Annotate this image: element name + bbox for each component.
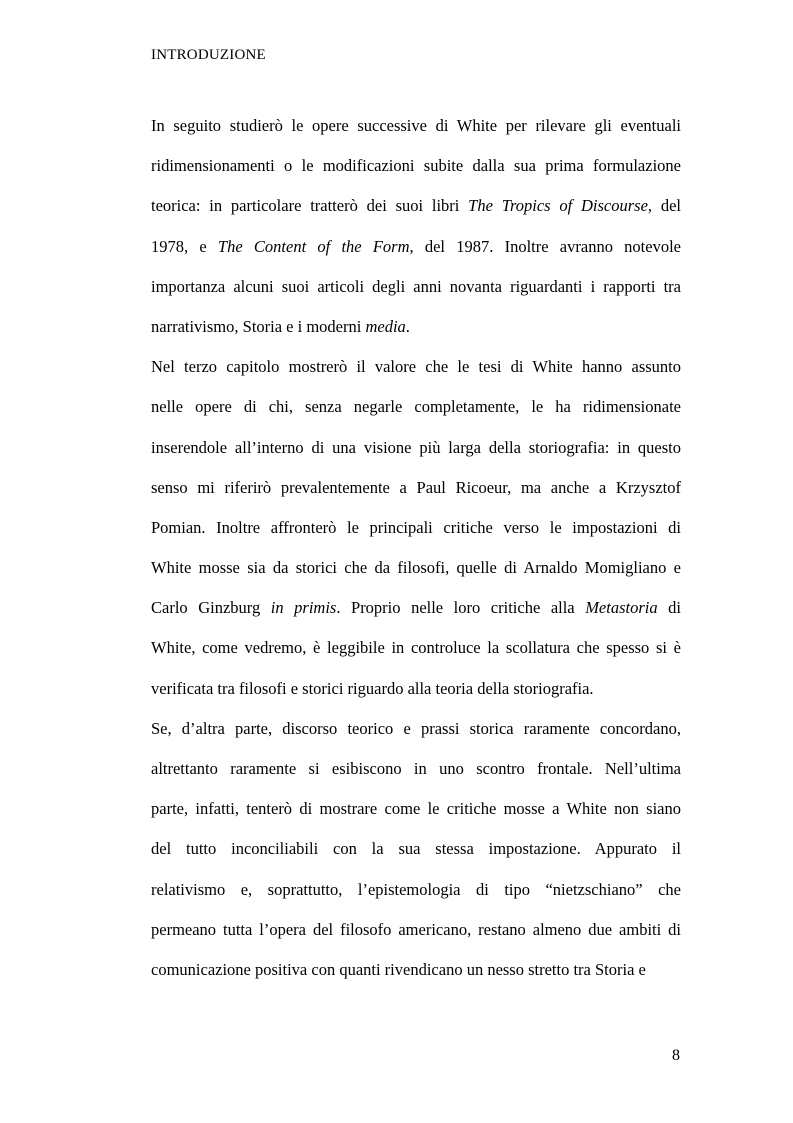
text-line: White mosse sia da storici che da filosofi, quelle di Arnaldo Momigliano e [151, 558, 681, 578]
text-line: Nel terzo capitolo mostrerò il valore che le tesi di White hanno assunto [151, 357, 681, 377]
paragraph [151, 106, 681, 347]
italic-title: The Tropics of Discourse [468, 196, 648, 216]
text-line: White, come vedremo, è leggibile in controluce la scollatura che spesso si è [151, 638, 681, 658]
italic-title: media [365, 316, 406, 336]
body-text [151, 106, 681, 990]
text-line: parte, infatti, tenterò di mostrare come le critiche mosse a White non siano [151, 799, 681, 819]
italic-title: Metastoria [585, 598, 658, 618]
text-line: relativismo e, soprattutto, l’epistemologia di tipo “nietzschiano” che [151, 879, 681, 899]
text-line: Pomian. Inoltre affronterò le principali critiche verso le impostazioni di [151, 517, 681, 537]
text-line: importanza alcuni suoi articoli degli anni novanta riguardanti i rapporti tra [151, 276, 681, 296]
text-line: senso mi riferirò prevalentemente a Paul Ricoeur, ma anche a Krzysztof [151, 477, 681, 497]
text-line: verificata tra filosofi e storici riguardo alla teoria della storiografia. [151, 678, 594, 698]
text-line: Se, d’altra parte, discorso teorico e prassi storica raramente concordano, [151, 718, 681, 738]
text-line: nelle opere di chi, senza negarle completamente, le ha ridimensionate [151, 397, 681, 417]
text-line: teorica: in particolare tratterò dei suoi libri The Tropics of Discourse, del [151, 196, 681, 216]
text-line: 1978, e The Content of the Form, del 1987. Inoltre avranno notevole [151, 236, 681, 256]
italic-title: The Content of the Form [217, 236, 410, 256]
text-line: narrativismo, Storia e i moderni media. [151, 316, 410, 336]
text-line: inserendole all’interno di una visione più larga della storiografia: in questo [151, 437, 681, 457]
text-line: altrettanto raramente si esibiscono in uno scontro frontale. Nell’ultima [151, 759, 681, 778]
paragraph [151, 709, 681, 990]
running-header: INTRODUZIONE [151, 47, 266, 63]
text-line: Carlo Ginzburg in primis. Proprio nelle loro critiche alla Metastoria di [151, 598, 681, 618]
paragraph [151, 347, 681, 709]
italic-title: in primis [270, 598, 337, 618]
text-line: del tutto inconciliabili con la sua stessa impostazione. Appurato il [151, 839, 681, 859]
page-number: 8 [672, 1047, 680, 1064]
text-line: ridimensionamenti o le modificazioni subite dalla sua prima formulazione [151, 156, 681, 176]
text-line: permeano tutta l’opera del filosofo americano, restano almeno due ambiti di [151, 919, 681, 939]
text-line: In seguito studierò le opere successive di White per rilevare gli eventuali [151, 116, 681, 135]
text-line: comunicazione positiva con quanti rivendicano un nesso stretto tra Storia e [151, 959, 646, 979]
